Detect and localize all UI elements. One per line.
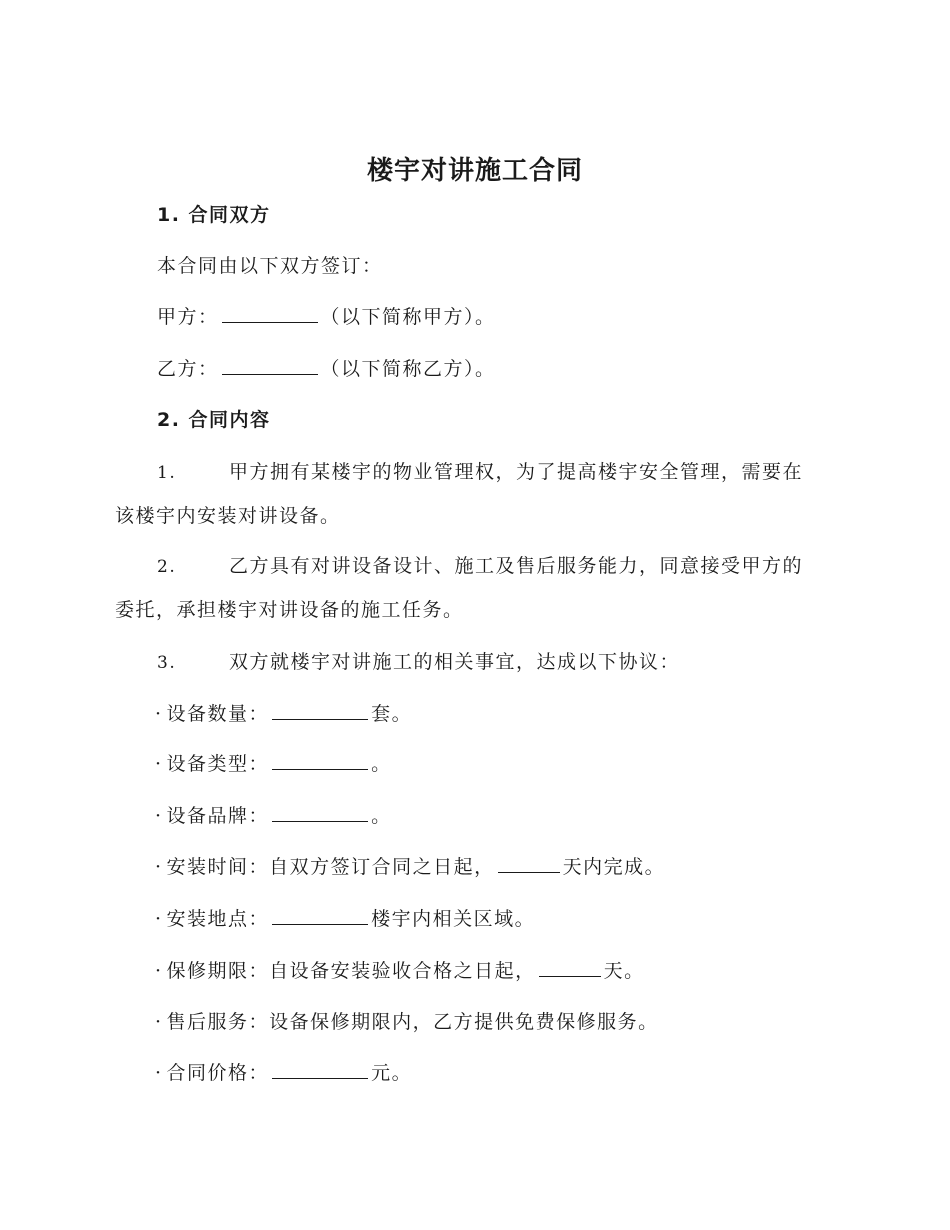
- type-suffix: 。: [371, 753, 392, 775]
- location-suffix: 楼宇内相关区域。: [371, 908, 536, 930]
- bullet: ·: [155, 805, 163, 827]
- term-location: [155, 904, 535, 931]
- item2-number: 2.: [157, 557, 177, 577]
- quantity-label: 设备数量：: [166, 703, 270, 725]
- term-install-time: [155, 852, 665, 879]
- item1-number: 1.: [157, 463, 177, 483]
- item3-text-1: 双方就楼宇对讲施工的相关事宜，达成以下协议：: [229, 651, 681, 673]
- term-after-sales: [155, 1007, 659, 1034]
- party-a-label: 甲方：: [157, 306, 219, 328]
- party-b-blank: [222, 356, 318, 375]
- party-b-label: 乙方：: [157, 358, 219, 380]
- bullet: ·: [155, 908, 163, 930]
- item2-line1: [157, 551, 803, 578]
- bullet: ·: [155, 703, 163, 725]
- quantity-blank: [272, 701, 368, 720]
- party-a-blank: [222, 304, 318, 323]
- brand-suffix: 。: [371, 805, 392, 827]
- section-heading-content: 2. 合同内容: [157, 409, 271, 431]
- party-b-suffix: （以下简称乙方）。: [320, 358, 496, 380]
- document-title: 楼宇对讲施工合同: [366, 156, 583, 186]
- item1-line1: [157, 457, 803, 484]
- section-heading-parties: 1. 合同双方: [157, 204, 271, 226]
- party-a-line: [157, 302, 496, 329]
- warranty-label: 保修期限：: [166, 960, 270, 982]
- parties-intro: 本合同由以下双方签订：: [157, 255, 383, 277]
- term-quantity: [155, 699, 412, 726]
- item1-line2: 该楼宇内安装对讲设备。: [115, 505, 341, 527]
- bullet: ·: [155, 856, 163, 878]
- party-b-line: [157, 354, 496, 381]
- price-label: 合同价格：: [166, 1062, 270, 1084]
- item2-text-1: 乙方具有对讲设备设计、施工及售后服务能力，同意接受甲方的: [229, 555, 804, 577]
- warranty-blank: [539, 958, 601, 977]
- install-time-text: 自双方签订合同之日起，: [269, 856, 495, 878]
- type-blank: [272, 751, 368, 770]
- type-label: 设备类型：: [166, 753, 270, 775]
- item1-text-1: 甲方拥有某楼宇的物业管理权，为了提高楼宇安全管理，需要在: [229, 461, 804, 483]
- bullet: ·: [155, 1011, 163, 1033]
- bullet: ·: [155, 1062, 163, 1084]
- install-time-blank: [498, 854, 560, 873]
- bullet: ·: [155, 753, 163, 775]
- term-warranty: [155, 956, 645, 983]
- party-a-suffix: （以下简称甲方）。: [320, 306, 496, 328]
- install-time-label: 安装时间：: [166, 856, 270, 878]
- item3-line1: [157, 647, 680, 674]
- term-type: [155, 749, 392, 776]
- term-price: [155, 1058, 412, 1085]
- bullet: ·: [155, 960, 163, 982]
- brand-label: 设备品牌：: [166, 805, 270, 827]
- quantity-suffix: 套。: [371, 703, 413, 725]
- warranty-text: 自设备安装验收合格之日起，: [269, 960, 536, 982]
- term-brand: [155, 801, 392, 828]
- brand-blank: [272, 803, 368, 822]
- install-time-suffix: 天内完成。: [562, 856, 666, 878]
- price-blank: [272, 1060, 368, 1079]
- after-sales-text: 设备保修期限内，乙方提供免费保修服务。: [269, 1011, 659, 1033]
- item2-line2: 委托，承担楼宇对讲设备的施工任务。: [115, 599, 464, 621]
- item3-number: 3.: [157, 653, 177, 673]
- warranty-suffix: 天。: [603, 960, 645, 982]
- price-suffix: 元。: [371, 1062, 413, 1084]
- after-sales-label: 售后服务：: [166, 1011, 270, 1033]
- location-label: 安装地点：: [166, 908, 270, 930]
- location-blank: [272, 906, 368, 925]
